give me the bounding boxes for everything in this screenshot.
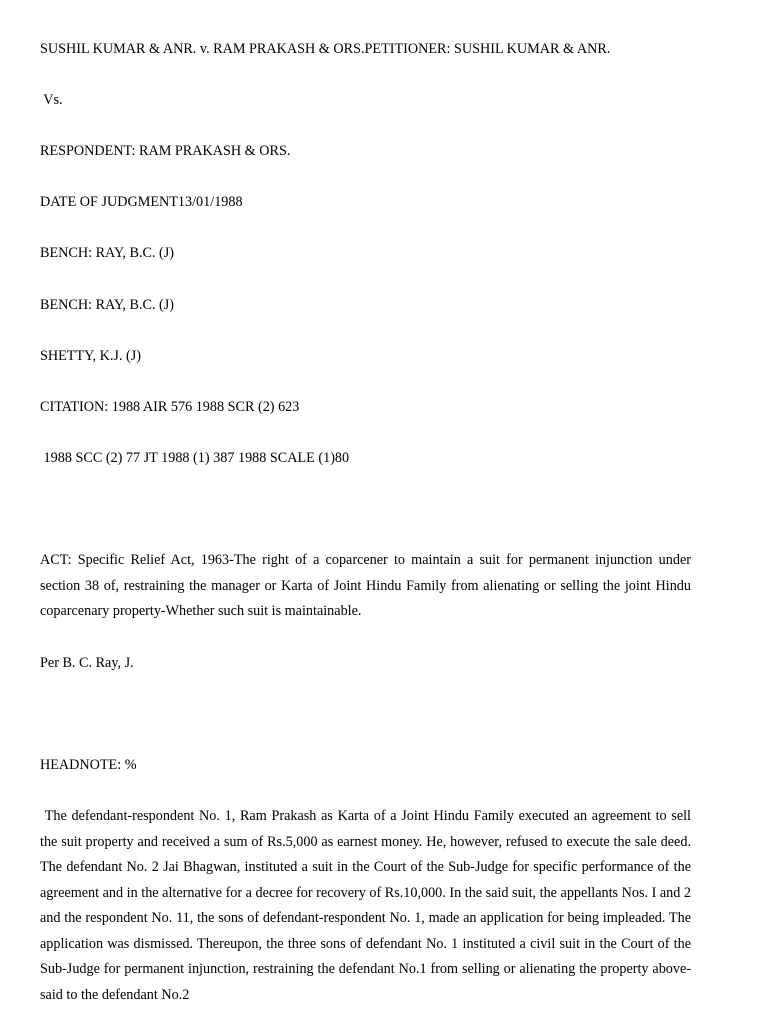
date-of-judgment: DATE OF JUDGMENT13/01/1988 [40, 194, 243, 210]
headnote-paragraph: The defendant-respondent No. 1, Ram Prakash as Karta of a Joint Hindu Family executed an agreement to sell the suit property and received a sum of Rs.5,000 as earnest money. He, however, refused to execute the sale deed. The defendant No. 2 Jai Bhagwan, instituted a suit in the Court of the Sub-Judge for specific performance of the agreement and in the alternative for a decree for recovery of Rs.10,000. In the said suit, the appellants Nos. I and 2 and the respondent No. 11, the sons of defendant-respondent No. 1, made an application for being impleaded. The application was dismissed. Thereupon, the three sons of defendant No. 1 instituted a civil suit in the Court of the Sub-Judge for permanent injunction, restraining the defendant No.1 from selling or alienating the property above-said to the defendant No.2 [40, 808, 695, 1003]
citation-line: CITATION: 1988 AIR 576 1988 SCR (2) 623 [40, 399, 300, 415]
bench-member-line: SHETTY, K.J. (J) [40, 348, 142, 364]
citation-continued-line: 1988 SCC (2) 77 JT 1988 (1) 387 1988 SCALE (1)80 [40, 450, 350, 466]
per-judge-line: Per B. C. Ray, J. [40, 655, 134, 671]
case-title: SUSHIL KUMAR & ANR. v. RAM PRAKASH & ORS.PETITIONER: SUSHIL KUMAR & ANR. [40, 41, 611, 57]
bench-line: BENCH: RAY, B.C. (J) [40, 297, 175, 313]
bench-line: BENCH: RAY, B.C. (J) [40, 245, 175, 261]
headnote-label: HEADNOTE: % [40, 757, 137, 773]
act-paragraph: ACT: Specific Relief Act, 1963-The right of a coparcener to maintain a suit for permanent injunction under section 38 of, restraining the manager or Karta of Joint Hindu Family from alienating or selling the joint Hindu coparcenary property-Whether such suit is maintainable. [40, 552, 691, 619]
versus-line: Vs. [40, 92, 63, 108]
respondent-line: RESPONDENT: RAM PRAKASH & ORS. [40, 143, 291, 159]
